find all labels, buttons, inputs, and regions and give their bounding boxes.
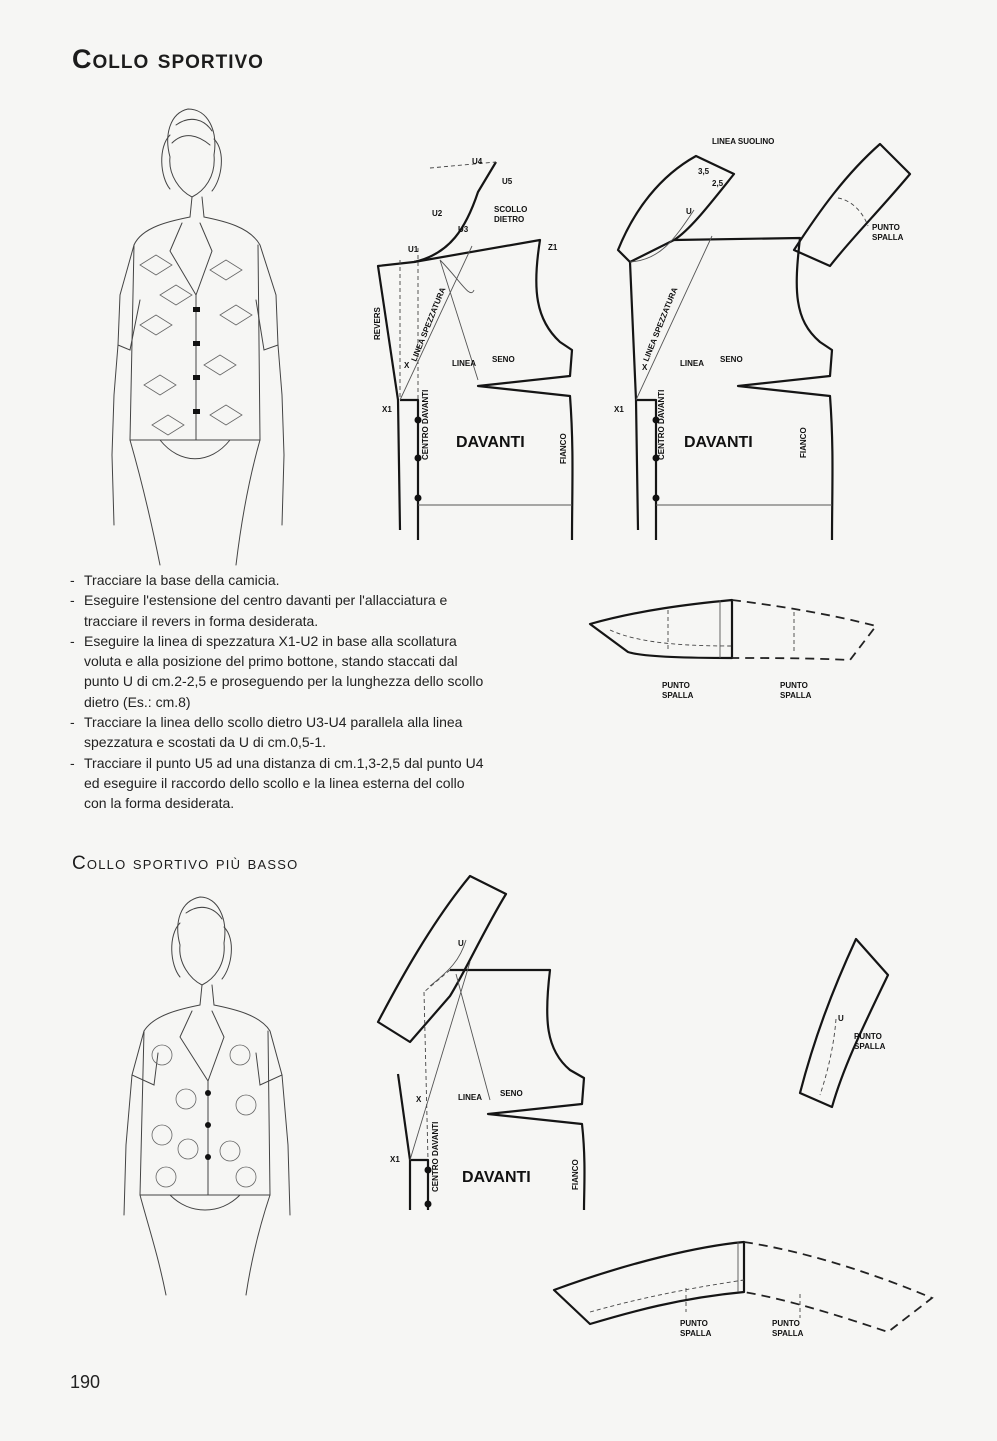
instruction-item: - Eseguire l'estensione del centro davanti per l'allacciatura e tracciare il revers in forma desiderata. [70, 590, 490, 631]
label-linea-spezzatura-2: LINEA SPEZZATURA [641, 286, 680, 363]
fashion-sketch-basso [100, 885, 320, 1295]
label-x1-3: X1 [390, 1155, 400, 1164]
label-x1: X1 [382, 405, 392, 414]
label-seno: SENO [492, 355, 515, 364]
label-x1-2: X1 [614, 405, 624, 414]
fashion-sketch-sportivo [100, 95, 320, 565]
label-punto: PUNTO [872, 223, 900, 232]
label-u-3: U [458, 939, 464, 948]
label-spalla-3: SPALLA [780, 691, 812, 700]
label-z1: Z1 [548, 243, 558, 252]
label-davanti-2: DAVANTI [684, 434, 753, 451]
diagram-front-revers [360, 150, 590, 540]
instruction-item: - Tracciare la linea dello scollo dietro U3-U4 parallela alla linea spezzatura e scostati da U di cm.0,5-1. [70, 712, 490, 753]
label-davanti: DAVANTI [456, 434, 525, 451]
collar-piece-top [790, 140, 920, 270]
label-u5: U5 [502, 177, 513, 186]
collar-strip-bottom [550, 1232, 940, 1344]
label-scollo: SCOLLO [494, 205, 528, 214]
diagram-front-lower-collar [370, 870, 600, 1210]
label-revers: REVERS [373, 307, 382, 340]
label-punto-6: PUNTO [772, 1319, 800, 1328]
label-fianco-3: FIANCO [571, 1159, 580, 1190]
label-spalla: SPALLA [872, 233, 904, 242]
label-dim-35: 3,5 [698, 167, 710, 176]
instruction-list [70, 570, 490, 814]
label-punto-2: PUNTO [662, 681, 690, 690]
label-u-4: U [838, 1014, 844, 1023]
label-linea: LINEA [452, 359, 476, 368]
label-x: X [404, 361, 410, 370]
label-spalla-6: SPALLA [772, 1329, 804, 1338]
label-linea-2: LINEA [680, 359, 704, 368]
instruction-item: - Tracciare il punto U5 ad una distanza di cm.1,3-2,5 dal punto U4 ed eseguire il raccordo dello scollo e la linea esterna del collo con la forma desiderata. [70, 753, 490, 814]
label-centro-davanti-3: CENTRO DAVANTI [431, 1121, 440, 1192]
label-davanti-3: DAVANTI [462, 1169, 531, 1186]
label-u: U [686, 207, 692, 216]
label-linea-suolino: LINEA SUOLINO [712, 137, 775, 146]
section-subtitle: Collo sportivo più basso [72, 853, 299, 874]
label-u4: U4 [472, 157, 483, 166]
label-dietro: DIETRO [494, 215, 525, 224]
instruction-item: - Tracciare la base della camicia. [70, 570, 490, 590]
collar-piece-bottom [780, 935, 910, 1115]
label-spalla-2: SPALLA [662, 691, 694, 700]
label-u3: U3 [458, 225, 469, 234]
label-seno-2: SENO [720, 355, 743, 364]
label-x-2: X [642, 363, 648, 372]
collar-strip-middle [580, 590, 890, 700]
label-u1: U1 [408, 245, 419, 254]
instruction-item: - Eseguire la linea di spezzatura X1-U2 in base alla scollatura voluta e alla posizione del primo bottone, stando staccati dal punto U di cm.2-2,5 e proseguendo per la lunghezza dello scollo dietro (Es.: cm.8) [70, 631, 490, 712]
label-centro-davanti: CENTRO DAVANTI [421, 389, 430, 460]
label-x-3: X [416, 1095, 422, 1104]
label-linea-spezzatura: LINEA SPEZZATURA [409, 286, 448, 363]
label-punto-4: PUNTO [854, 1032, 882, 1041]
page-number: 190 [70, 1372, 101, 1392]
label-spalla-4: SPALLA [854, 1042, 886, 1051]
label-spalla-5: SPALLA [680, 1329, 712, 1338]
label-punto-5: PUNTO [680, 1319, 708, 1328]
label-linea-3: LINEA [458, 1093, 482, 1102]
diagram-front-collar [600, 130, 820, 540]
label-centro-davanti-2: CENTRO DAVANTI [657, 389, 666, 460]
label-fianco-2: FIANCO [799, 427, 808, 458]
label-u2: U2 [432, 209, 443, 218]
label-punto-3: PUNTO [780, 681, 808, 690]
page-title: Collo sportivo [72, 44, 264, 74]
label-seno-3: SENO [500, 1089, 523, 1098]
label-dim-25: 2,5 [712, 179, 724, 188]
label-fianco: FIANCO [559, 433, 568, 464]
